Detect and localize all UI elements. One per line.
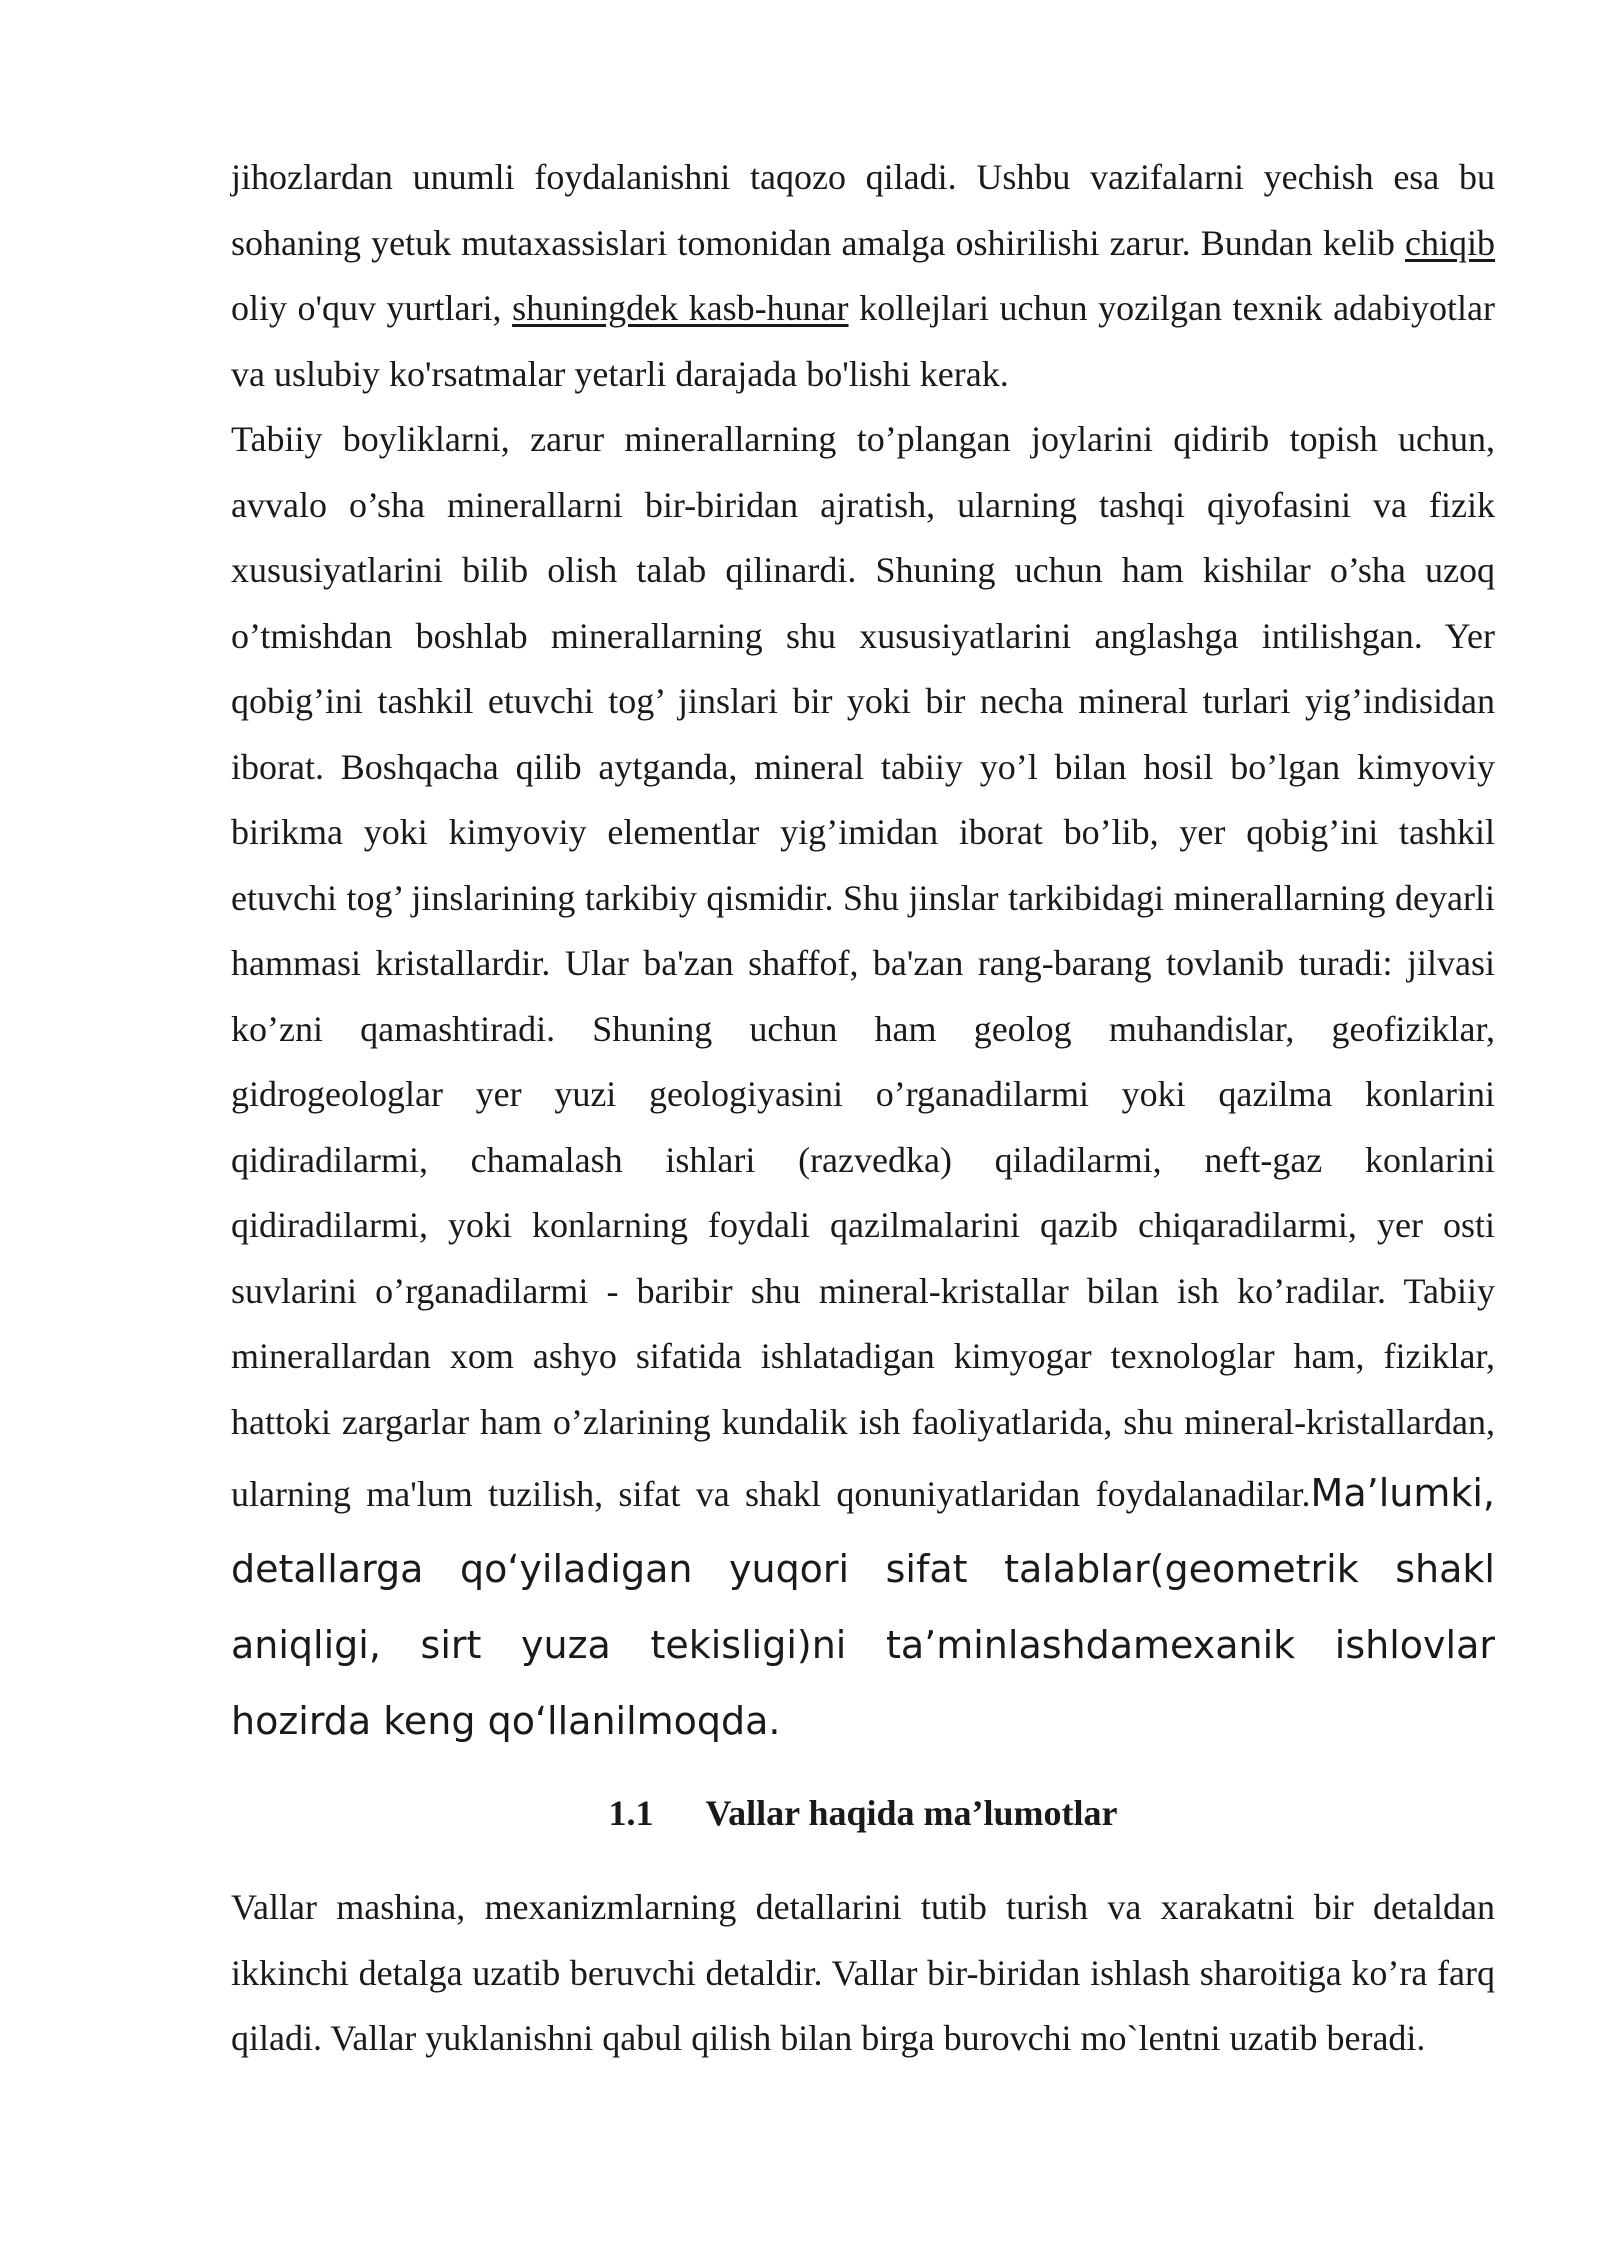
paragraph-1-text-c: kollejlari uchun yozilgan texnik adabiyotlar va uslubiy ko'rsatmalar yetarli darajada bo'lishi kerak.	[231, 288, 1496, 394]
underlined-phrase-kasb-hunar: shuningdek kasb-hunar	[512, 288, 849, 328]
paragraph-1-text-b: oliy o'quv yurtlari,	[231, 288, 513, 328]
underlined-word-chiqib: chiqib	[1405, 222, 1495, 263]
document-body	[231, 145, 1495, 2072]
paragraph-1-text-a: jihozlardan unumli foydalanishni taqozo qiladi. Ushbu vazifalarni yechish esa bu sohaning yetuk mutaxassislari tomonidan amalga oshirilishi zarur. Bundan kelib	[231, 157, 1495, 263]
section-heading	[231, 1773, 1495, 1853]
section-number: 1.1	[608, 1793, 654, 1833]
paragraph-3: Vallar mashina, mexanizmlarning detallarini tutib turish va xarakatni bir detaldan ikkinchi detalga uzatib beruvchi detaldir. Vallar bir-biridan ishlash sharoitiga ko’ra farq qiladi. Vallar yuklanishni qabul qilish bilan birga burovchi mo`lentni uzatib beradi.	[231, 1887, 1495, 2058]
section-title: Vallar haqida ma’lumotlar	[705, 1793, 1118, 1833]
paragraph-1	[231, 145, 1495, 407]
paragraph-2-serif-text: Tabiiy boyliklarni, zarur minerallarning to’plangan joylarini qidirib topish uchun, avvalo o’sha minerallarni bir-biridan ajratish, ularning tashqi qiyofasini va fizik xususiyatlarini bilib olish talab qilinardi. Shuning uchun ham kishilar o’sha uzoq o’tmishdan boshlab minerallarning shu xususiyatlarini anglashga intilishgan. Yer qobig’ini tashkil etuvchi tog’ jinslari bir yoki bir necha mineral turlari yig’indisidan iborat. Boshqacha qilib aytganda, mineral tabiiy yo’l bilan hosil bo’lgan kimyoviy birikma yoki kimyoviy elementlar yig’imidan iborat bo’lib, yer qobig’ini tashkil etuvchi tog’ jinslarining tarkibiy qismidir. Shu jinslar tarkibidagi minerallarning deyarli hammasi kristallardir. Ular ba'zan shaffof, ba'zan rang-barang tovlanib turadi: jilvasi ko’zni qamashtiradi. Shuning uchun ham geolog muhandislar, geofiziklar, gidrogeologlar yer yuzi geologiyasini o’rganadilarmi yoki qazilma konlarini qidiradilarmi, chamalash ishlari (razvedka) qiladilarmi, neft-gaz konlarini qidiradilarmi, yoki konlarning foydali qazilmalarini qazib chiqaradilarmi, yer osti suvlarini o’rganadilarmi - baribir shu mineral-kristallar bilan ish ko’radilar. Tabiiy minerallardan xom ashyo sifatida ishlatadigan kimyogar texnologlar ham, fiziklar, hattoki zargarlar ham o’zlarining kundalik ish faoliyatlarida, shu mineral-kristallardan, ularning ma'lum tuzilish, sifat va shakl qonuniyatlaridan foydalanadilar.	[231, 419, 1495, 1514]
paragraph-2-sans-text: Ma’lumki, detallarga qo‘yiladigan yuqori sifat talablar(geometrik shakl aniqligi, sirt yuza tekisligi)ni ta’minlashdamexanik ishlovlar hozirda keng qo‘llanilmoqda.	[231, 1471, 1495, 1743]
paragraph-2	[231, 407, 1495, 1759]
